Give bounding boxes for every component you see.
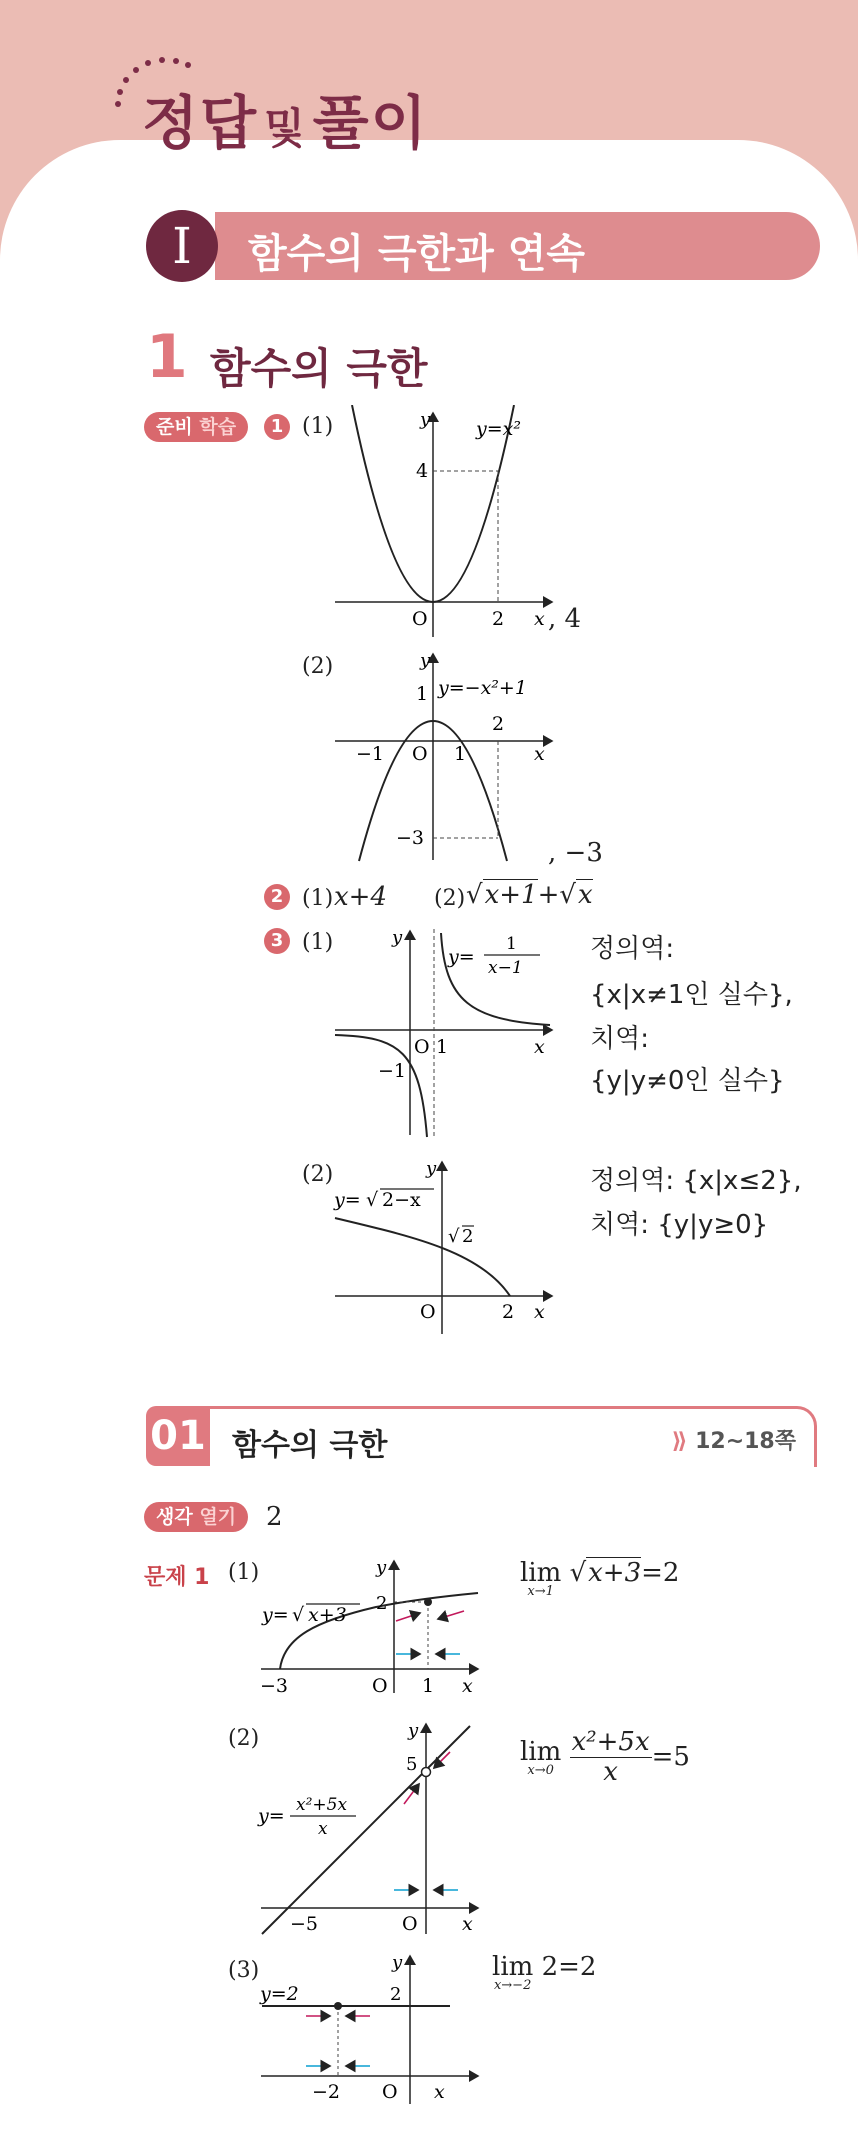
x-axis-label: x xyxy=(534,1301,545,1323)
x-axis-label: x xyxy=(534,1036,545,1058)
unit-number: 01 xyxy=(146,1406,210,1466)
y-tick-2: 2 xyxy=(390,1984,402,2005)
x-tick-neg1: −1 xyxy=(356,743,385,765)
prep-q2-sub1-answer: x+4 xyxy=(334,882,387,912)
curve-equation-lhs: y= xyxy=(258,1805,285,1827)
page-title: 정답 및 풀이 xyxy=(142,89,429,157)
unit-title: 함수의 극한 xyxy=(232,1428,388,1463)
page-arrow-icon: ⟫ xyxy=(671,1429,696,1454)
limit-point xyxy=(334,2002,342,2010)
x-axis-label: x xyxy=(534,608,545,630)
prep-q3-sub1-label: (1) xyxy=(302,930,334,955)
x-tick-1: 1 xyxy=(422,1675,435,1695)
limit-expression-3: lim x→−2 2=2 xyxy=(492,1952,597,1993)
q3-sub2-range: 치역: {y|y≥0} xyxy=(590,1210,769,1240)
y-tick-5: 5 xyxy=(406,1754,418,1775)
q3-sub1-range-label: 치역: xyxy=(590,1024,649,1054)
y-axis-label: y xyxy=(376,1557,387,1578)
limit-expression-1: lim x→1 √x+3=2 xyxy=(520,1558,680,1599)
curve-equation-num: x²+5x xyxy=(296,1795,348,1815)
curve-equation-radicand: 2−x xyxy=(382,1189,421,1211)
unit-header xyxy=(146,1406,818,1466)
origin-label: O xyxy=(420,1301,436,1323)
hole-point xyxy=(422,1768,431,1777)
problem1-sub2-label: (2) xyxy=(228,1726,260,1751)
sqrt-curve xyxy=(335,1218,510,1296)
y-axis-label: y xyxy=(408,1720,419,1741)
prep-q1-sub1-label: (1) xyxy=(302,414,334,439)
prep-q2-sub2-label: (2) xyxy=(434,886,466,911)
prep-q1-sub2-answer: , −3 xyxy=(548,838,603,868)
magenta-arrow-icon xyxy=(438,1611,464,1619)
graph-limit-constant xyxy=(256,1950,486,2110)
origin-label: O xyxy=(412,743,428,765)
origin-label: O xyxy=(382,2081,398,2103)
q3-sub1-domain: {x|x≠1인 실수}, xyxy=(590,980,793,1010)
curve-equation: y=2 xyxy=(260,1983,299,2005)
thinking-answer: 2 xyxy=(266,1502,283,1532)
x-tick-2: 2 xyxy=(502,1301,515,1323)
prep-q1-sub2-label: (2) xyxy=(302,654,334,679)
y-axis-label: y xyxy=(420,409,431,430)
q3-sub1-domain-label: 정의역: xyxy=(590,934,675,964)
y-axis-label: y xyxy=(392,927,403,948)
x-tick-neg2: −2 xyxy=(312,2081,341,2103)
magenta-arrow-icon xyxy=(404,1784,419,1804)
curve-equation-lhs: y= xyxy=(262,1604,289,1626)
curve-equation: y=−x²+1 xyxy=(438,677,527,699)
y-axis-label: y xyxy=(392,1952,403,1973)
x-tick-neg5: −5 xyxy=(290,1913,319,1935)
prep-q3-sub2-label: (2) xyxy=(302,1162,334,1187)
y-tick-sqrt2: 2 xyxy=(462,1226,474,1247)
graph-limit-sqrt xyxy=(256,1555,486,1695)
q3-sub2-domain: 정의역: {x|x≤2}, xyxy=(590,1166,802,1196)
curve-equation-lhs: y= xyxy=(448,946,475,968)
graph-parabola xyxy=(330,405,560,645)
sqrt-sign: √ xyxy=(448,1226,460,1247)
q3-sub1-range: {y|y≠0인 실수} xyxy=(590,1066,785,1096)
prep-q3-number: 3 xyxy=(264,928,290,954)
origin-label: O xyxy=(372,1675,388,1695)
curve-equation-num: 1 xyxy=(506,934,517,954)
sqrt-sign: √ xyxy=(366,1189,379,1211)
limit-expression-2: lim x→0 $\frac{\text{x²+5x}}{x}$ =5 xyxy=(520,1727,690,1787)
chapter-title: 함수의 극한과 연속 xyxy=(248,231,585,277)
x-tick-1: 1 xyxy=(454,743,467,765)
chapter-numeral: I xyxy=(146,210,218,282)
origin-label: O xyxy=(412,608,428,630)
header-curve xyxy=(0,140,858,440)
magenta-arrow-icon xyxy=(396,1613,420,1621)
curve-equation-radicand: x+3 xyxy=(308,1604,347,1626)
problem1-sub3-label: (3) xyxy=(228,1958,260,1983)
prep-q1-number: 1 xyxy=(264,414,290,440)
y-axis-label: y xyxy=(426,1158,437,1179)
graph-neg-parabola xyxy=(330,648,560,864)
curve-equation: y=x² xyxy=(476,418,521,440)
y-tick-neg1: −1 xyxy=(378,1060,407,1082)
prep-q2-number: 2 xyxy=(264,884,290,910)
origin-label: O xyxy=(414,1036,430,1058)
curve-equation-den: x xyxy=(318,1819,328,1839)
problem1-sub1-label: (1) xyxy=(228,1560,260,1585)
unit-pages: ⟫ 12~18쪽 xyxy=(671,1429,796,1454)
x-axis-label: x xyxy=(534,743,545,765)
x-axis-label: x xyxy=(462,1913,473,1935)
y-tick-neg3: −3 xyxy=(396,827,425,849)
curve-equation-den: x−1 xyxy=(488,958,523,978)
line-graph xyxy=(262,1726,470,1934)
problem-label: 문제 1 xyxy=(144,1565,210,1590)
limit-point xyxy=(424,1598,432,1606)
y-tick-2: 2 xyxy=(376,1593,388,1614)
prep-q1-sub1-answer: , 4 xyxy=(548,604,582,634)
y-tick-4: 4 xyxy=(416,460,429,482)
curve-equation-lhs: y= xyxy=(334,1189,361,1211)
origin-label: O xyxy=(402,1913,418,1935)
sqrt-sign: √ xyxy=(292,1604,305,1626)
x-axis-label: x xyxy=(462,1675,473,1695)
x-tick-2: 2 xyxy=(492,608,505,630)
section-number: 1 xyxy=(146,322,188,392)
x-tick-1: 1 xyxy=(436,1036,449,1058)
thinking-pill: 생각 열기 xyxy=(144,1502,248,1532)
prep-q2-sub1-label: (1) xyxy=(302,886,334,911)
section-title: 함수의 극한 xyxy=(210,344,428,393)
x-tick-neg3: −3 xyxy=(260,1675,289,1695)
prep-q2-sub2-answer: √x+1+√x xyxy=(466,880,593,910)
graph-sqrt xyxy=(330,1156,560,1336)
prep-pill: 준비 학습 xyxy=(144,412,248,442)
x-tick-2: 2 xyxy=(492,713,505,735)
y-axis-label: y xyxy=(420,650,431,671)
y-tick-1: 1 xyxy=(416,683,429,705)
graph-limit-rational xyxy=(256,1718,486,1938)
x-axis-label: x xyxy=(434,2081,445,2103)
graph-reciprocal xyxy=(330,925,560,1140)
